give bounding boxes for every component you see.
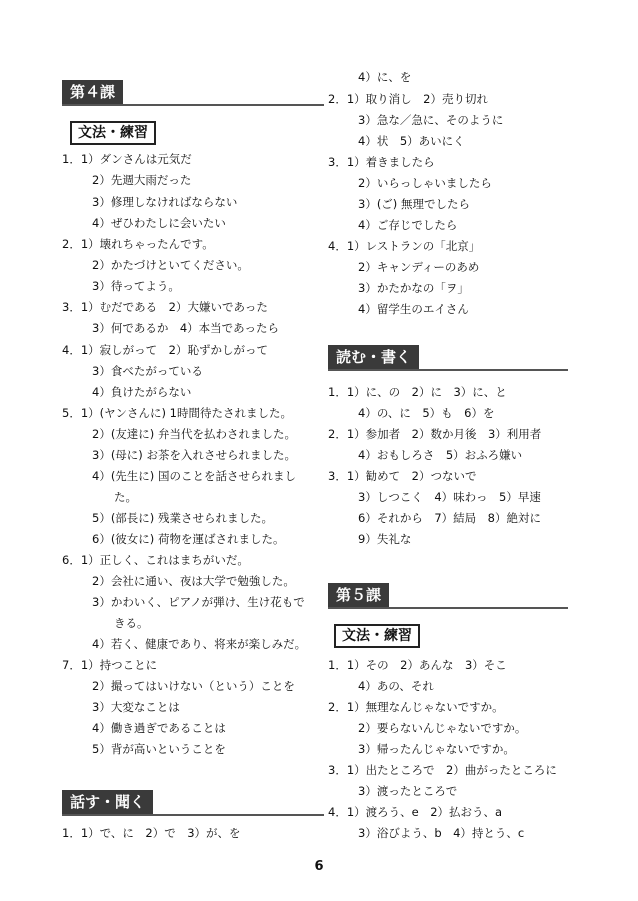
answer-line: 4）負けたがらない: [92, 385, 192, 399]
answer-line: 3．1）出たところで 2）曲がったところに: [328, 763, 557, 777]
answer-line: 7．1）持つことに: [62, 658, 158, 672]
answer-line: 1．1）ダンさんは元気だ: [62, 152, 192, 166]
answer-line: 4）の、に 5）も 6）を: [358, 406, 495, 420]
answer-line: 4）あの、それ: [358, 679, 434, 693]
answer-line: 4）働き過ぎであることは: [92, 721, 226, 735]
answer-line: 1．1）に、の 2）に 3）に、と: [328, 385, 507, 399]
lesson-4-rule: [62, 104, 324, 106]
answer-line: 2）先週大雨だった: [92, 173, 192, 187]
lesson-5-rule: [328, 607, 568, 609]
answer-line: きる。: [114, 616, 149, 630]
answer-line: 4）に、を: [358, 70, 412, 84]
answer-line: 3．1）着きましたら: [328, 155, 435, 169]
answer-line: 2．1）壊れちゃったんです。: [62, 237, 214, 251]
answer-line: 3）かたかなの「ヲ」: [358, 281, 469, 295]
answer-line: た。: [114, 490, 137, 504]
answer-line: 3）かわいく、ピアノが弾け、生け花もで: [92, 595, 305, 609]
answer-line: 3）渡ったところで: [358, 784, 458, 798]
answer-line: 3）(ご) 無理でしたら: [358, 197, 470, 211]
answer-line: 6）それから 7）結局 8）絶対に: [358, 511, 541, 525]
yomu-kaku-label: 読む・書く: [328, 345, 419, 369]
answer-line: 4）(先生に) 国のことを話させられまし: [92, 469, 296, 483]
answer-line: 4）ぜひわたしに会いたい: [92, 216, 226, 230]
answer-line: 3）何であるか 4）本当であったら: [92, 321, 280, 335]
answer-line: 3）(母に) お茶を入れさせられました。: [92, 448, 296, 462]
answer-line: 3．1）むだである 2）大嫌いであった: [62, 300, 268, 314]
answer-line: 3）修理しなければならない: [92, 195, 238, 209]
answer-line: 2）キャンディーのあめ: [358, 260, 480, 274]
lesson-5-header: [328, 583, 568, 609]
bunpo-renshu-heading: 文法・練習: [70, 121, 156, 145]
page-number: 6: [314, 859, 324, 874]
answer-line: 3）急な／急に、そのように: [358, 113, 504, 127]
answer-line: 2．1）無理なんじゃないですか。: [328, 700, 504, 714]
answer-line: 6．1）正しく、これはまちがいだ。: [62, 553, 249, 567]
lesson-4-label: 第４課: [62, 80, 123, 104]
answer-line: 2）(友達に) 弁当代を払わされました。: [92, 427, 296, 441]
answer-line: 4）若く、健康であり、将来が楽しみだ。: [92, 637, 307, 651]
answer-line: 3）しつこく 4）味わっ 5）早速: [358, 490, 541, 504]
answer-line: 1．1）その 2）あんな 3）そこ: [328, 658, 507, 672]
answer-line: 2．1）参加者 2）数か月後 3）利用者: [328, 427, 542, 441]
lesson-5-label: 第５課: [328, 583, 389, 607]
answer-line: 5）背が高いということを: [92, 742, 226, 756]
answer-line: 5．1）(ヤンさんに) 1時間待たされました。: [62, 406, 292, 420]
answer-line: 3）帰ったんじゃないですか。: [358, 742, 515, 756]
answer-line: 4）状 5）あいにく: [358, 134, 465, 148]
answer-line: 4）おもしろさ 5）おふろ嫌い: [358, 448, 523, 462]
answer-line: 4）ご存じでしたら: [358, 218, 458, 232]
answer-line: 4．1）レストランの「北京」: [328, 239, 481, 253]
yomu-kaku-rule: [328, 369, 568, 371]
answer-line: 2）かたづけといてください。: [92, 258, 249, 272]
answer-line: 3）大変なことは: [92, 700, 180, 714]
bunpo-renshu-5-heading: 文法・練習: [334, 624, 420, 648]
answer-line: 3）浴びよう、b 4）持とう、c: [358, 826, 525, 840]
answer-line: 9）失礼な: [358, 532, 412, 546]
answer-line: 3．1）勧めて 2）つないで: [328, 469, 477, 483]
answer-line: 2）要らないんじゃないですか。: [358, 721, 527, 735]
hanasu-kiku-label: 話す・聞く: [62, 790, 153, 814]
yomu-kaku-header: [328, 345, 568, 371]
answer-line: 3）食べたがっている: [92, 364, 203, 378]
answer-line: 2）会社に通い、夜は大学で勉強した。: [92, 574, 295, 588]
answer-line: 4．1）寂しがって 2）恥ずかしがって: [62, 343, 268, 357]
answer-line: 4）留学生のエイさん: [358, 302, 469, 316]
answer-line: 2）いらっしゃいましたら: [358, 176, 492, 190]
answer-line: 1．1）で、に 2）で 3）が、を: [62, 826, 241, 840]
answer-line: 3）待ってよう。: [92, 279, 180, 293]
hanasu-kiku-rule: [62, 814, 324, 816]
answer-line: 6）(彼女に) 荷物を運ばされました。: [92, 532, 285, 546]
hanasu-kiku-header: [62, 790, 324, 816]
answer-line: 2．1）取り消し 2）売り切れ: [328, 92, 488, 106]
lesson-4-header: [62, 80, 324, 106]
answer-line: 2）撮ってはいけない（という）ことを: [92, 679, 295, 693]
answer-line: 5）(部長に) 残業させられました。: [92, 511, 273, 525]
answer-line: 4．1）渡ろう、e 2）払おう、a: [328, 805, 503, 819]
